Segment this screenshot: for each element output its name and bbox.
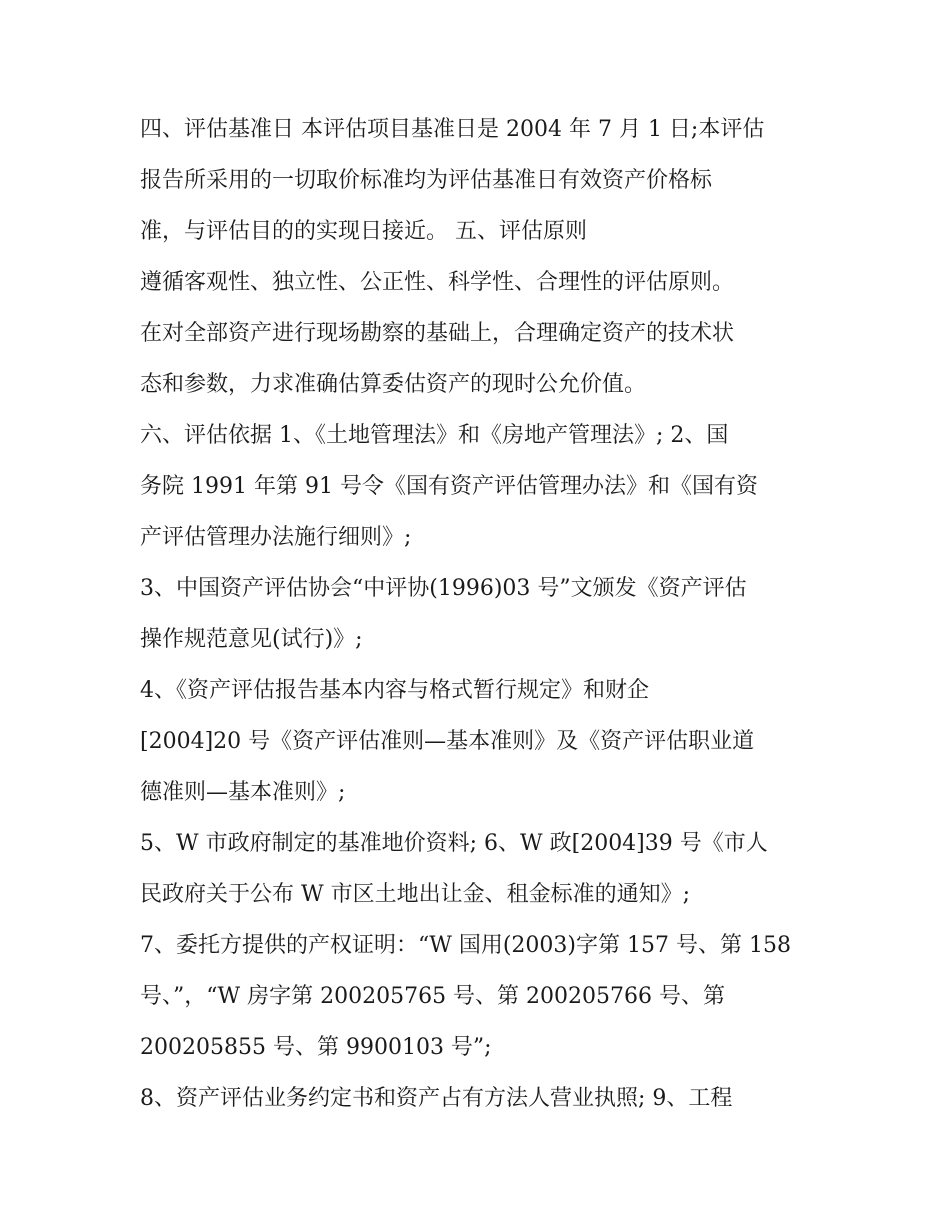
text-line: 8、资产评估业务约定书和资产占有方法人营业执照; 9、工程 <box>140 1086 733 1111</box>
text-line: 操作规范意见(试行)》; <box>140 627 363 652</box>
text-line: 态和参数，力求准确估算委估资产的现时公允价值。 <box>140 372 647 397</box>
text-line: 5、W 市政府制定的基准地价资料; 6、W 政[2004]39 号《市人 <box>140 831 768 856</box>
text-line: 遵循客观性、独立性、公正性、科学性、合理性的评估原则。 <box>140 270 735 295</box>
text-line: [2004]20 号《资产评估准则—基本准则》及《资产评估职业道 <box>140 729 755 754</box>
text-line: 四、评估基准日 本评估项目基准日是 2004 年 7 月 1 日;本评估 <box>140 117 765 142</box>
text-line: 号、”，“W 房字第 200205765 号、第 200205766 号、第 <box>140 984 726 1009</box>
text-line: 产评估管理办法施行细则》; <box>140 525 412 550</box>
text-line: 4、《资产评估报告基本内容与格式暂行规定》和财企 <box>140 678 649 703</box>
text-line: 德准则—基本准则》; <box>140 780 346 805</box>
text-line: 报告所采用的一切取价标准均为评估基准日有效资产价格标 <box>140 168 713 193</box>
text-line: 200205855 号、第 9900103 号”; <box>140 1035 492 1060</box>
text-line: 民政府关于公布 W 市区土地出让金、租金标准的通知》; <box>140 882 691 907</box>
document-body <box>140 104 820 1124</box>
text-line: 准，与评估目的的实现日接近。 五、评估原则 <box>140 219 587 244</box>
text-line: 在对全部资产进行现场勘察的基础上，合理确定资产的技术状 <box>140 321 735 346</box>
text-line: 7、委托方提供的产权证明：“W 国用(2003)字第 157 号、第 158 <box>140 933 791 958</box>
text-line: 六、评估依据 1、《土地管理法》和《房地产管理法》; 2、国 <box>140 423 729 448</box>
text-line: 务院 1991 年第 91 号令《国有资产评估管理办法》和《国有资 <box>140 474 758 499</box>
text-line: 3、中国资产评估协会“中评协(1996)03 号”文颁发《资产评估 <box>140 576 747 601</box>
